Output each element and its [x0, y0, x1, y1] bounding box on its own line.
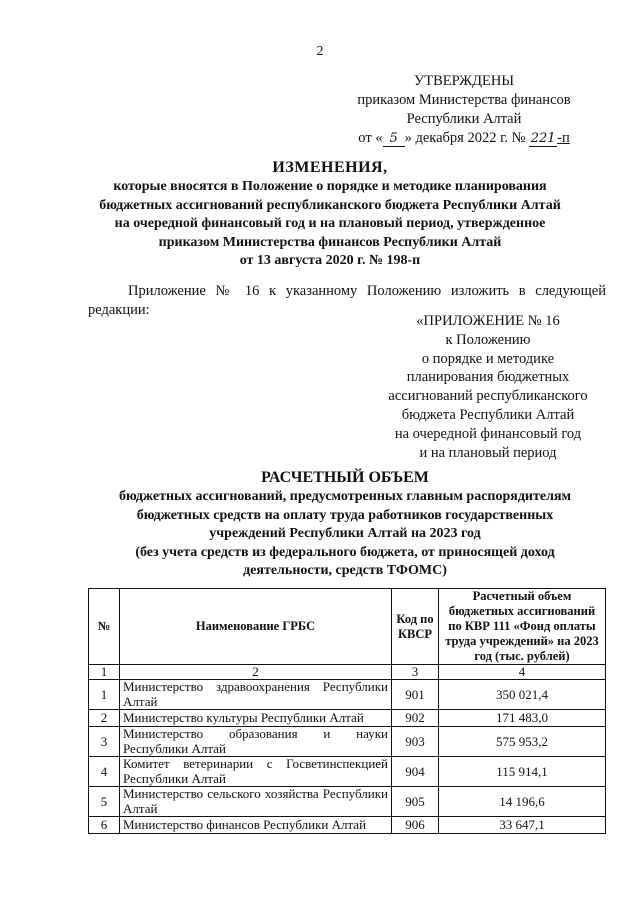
appendix-line: ассигнований республиканского — [388, 388, 588, 405]
row-amount: 115 914,1 — [439, 757, 606, 787]
approval-order-line: приказом Министерства финансов — [357, 92, 571, 108]
approval-title: УТВЕРЖДЕНЫ — [413, 73, 515, 89]
index-cell: 3 — [392, 665, 439, 680]
number-suffix: -п — [557, 130, 570, 146]
appendix-line: планирования бюджетных — [406, 369, 570, 386]
row-name: Министерство здравоохранения Республики Алтай — [120, 680, 392, 710]
handwritten-number: 221 — [530, 131, 556, 146]
row-code: 906 — [392, 817, 439, 834]
table-row — [89, 787, 606, 817]
appendix-line: бюджета Республики Алтай — [401, 406, 575, 423]
handwritten-day: 5 — [383, 132, 405, 147]
index-cell: 1 — [89, 665, 120, 680]
row-code: 904 — [392, 757, 439, 787]
index-cell: 4 — [439, 665, 606, 680]
row-name: Министерство сельского хозяйства Республики Алтай — [120, 787, 392, 817]
changes-line: от 13 августа 2020 г. № 198-п — [239, 253, 421, 268]
row-code: 902 — [392, 710, 439, 727]
calc-line: деятельности, средств ТФОМС) — [243, 563, 447, 578]
date-prefix: от « — [358, 130, 383, 146]
row-amount: 14 196,6 — [439, 787, 606, 817]
row-name: Министерство финансов Республики Алтай — [120, 817, 392, 834]
page-number: 2 — [316, 44, 324, 59]
approval-republic-line: Республики Алтай — [406, 111, 522, 127]
row-num: 5 — [89, 787, 120, 817]
table-row — [89, 727, 606, 757]
intro-paragraph: Приложение № 16 к указанному Положению изложить в следующей редакции: — [88, 283, 606, 318]
calc-line: учреждений Республики Алтай на 2023 год — [209, 526, 481, 541]
row-amount: 171 483,0 — [439, 710, 606, 727]
approval-stamp — [348, 72, 580, 148]
appendix-line: и на плановый период — [419, 444, 557, 461]
changes-line: бюджетных ассигнований республиканского бюджета Республики Алтай — [99, 197, 561, 213]
index-cell: 2 — [120, 665, 392, 680]
changes-heading — [60, 158, 600, 271]
appendix-line: о порядке и методике — [421, 350, 555, 367]
appendix-line: «ПРИЛОЖЕНИЕ № 16 — [416, 313, 560, 329]
approval-date-line — [348, 129, 580, 148]
changes-line: на очередной финансовый год и на плановый период, утвержденное — [114, 216, 546, 231]
row-amount: 33 647,1 — [439, 817, 606, 834]
row-num: 4 — [89, 757, 120, 787]
row-num: 1 — [89, 680, 120, 710]
row-name: Министерство образования и науки Республики Алтай — [120, 727, 392, 757]
appendix-line: к Положению — [445, 331, 531, 348]
calc-heading — [80, 468, 610, 581]
date-middle: » декабря 2022 г. № — [404, 130, 526, 146]
changes-title: ИЗМЕНЕНИЯ, — [272, 159, 388, 176]
row-name: Комитет ветеринарии с Госветинспекцией Республики Алтай — [120, 757, 392, 787]
header-code: Код по КВСР — [392, 589, 439, 665]
table-index-row — [89, 665, 606, 680]
grbs-table — [88, 588, 606, 834]
changes-line: приказом Министерства финансов Республики Алтай — [158, 234, 502, 250]
row-amount: 350 021,4 — [439, 680, 606, 710]
table-row — [89, 757, 606, 787]
table-row — [89, 710, 606, 727]
header-amount: Расчетный объем бюджетных ассигнований по КВР 111 «Фонд оплаты труда учреждений» на 2023 год (тыс. рублей) — [439, 589, 606, 665]
header-name: Наименование ГРБС — [120, 589, 392, 665]
row-name: Министерство культуры Республики Алтай — [120, 710, 392, 727]
table-row — [89, 680, 606, 710]
row-num: 2 — [89, 710, 120, 727]
row-num: 6 — [89, 817, 120, 834]
row-amount: 575 953,2 — [439, 727, 606, 757]
row-code: 901 — [392, 680, 439, 710]
appendix-line: на очередной финансовый год — [394, 425, 582, 442]
row-code: 905 — [392, 787, 439, 817]
header-num: № — [89, 589, 120, 665]
calc-title: РАСЧЕТНЫЙ ОБЪЕМ — [261, 469, 429, 486]
table-header-row — [89, 589, 606, 665]
changes-line: которые вносятся в Положение о порядке и методике планирования — [113, 179, 547, 194]
row-num: 3 — [89, 727, 120, 757]
row-code: 903 — [392, 727, 439, 757]
calc-line: (без учета средств из федерального бюджета, от приносящей доход — [135, 544, 555, 560]
table-row — [89, 817, 606, 834]
calc-line: бюджетных ассигнований, предусмотренных главным распорядителям — [118, 489, 572, 504]
calc-line: бюджетных средств на оплату труда работников государственных — [136, 507, 554, 523]
appendix-block — [372, 312, 604, 462]
